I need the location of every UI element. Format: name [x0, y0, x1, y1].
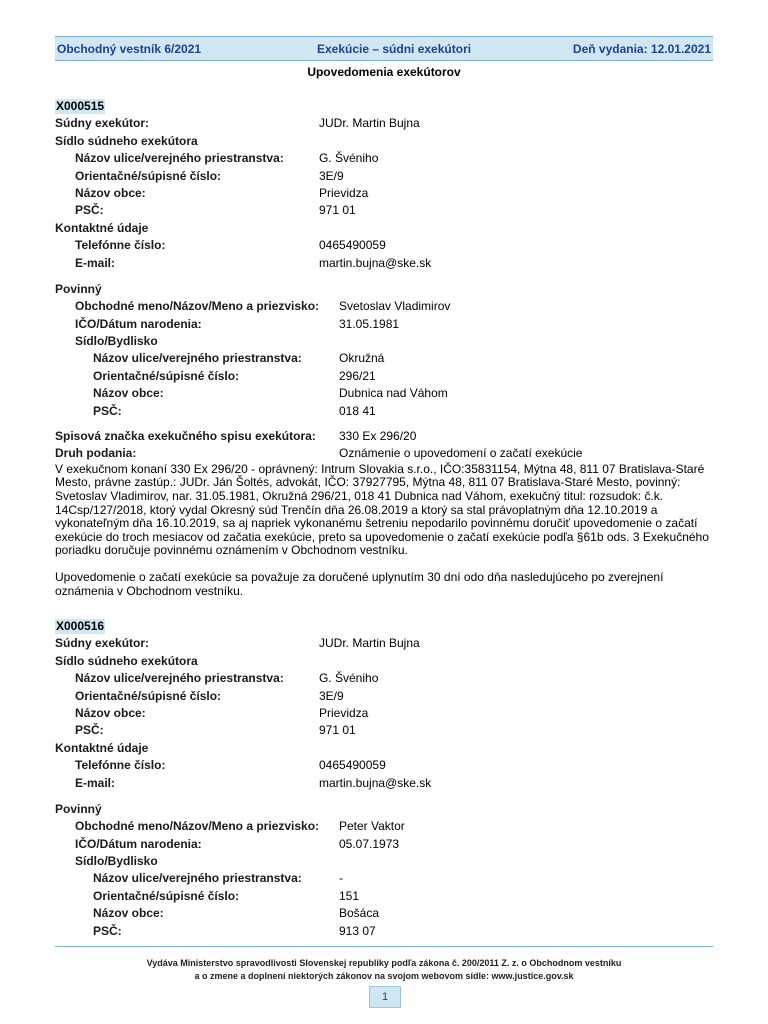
obligor-zip-value: 018 41 [339, 403, 376, 418]
street-value: G. Švéniho [319, 151, 379, 166]
notice-delivery-paragraph: Upovedomenie o začatí exekúcie sa považuje za doručené uplynutím 30 dní odo dňa nasledujúceho po zverejnení oznámenia v Obchodnom vestníku. [55, 569, 664, 598]
town-label: Názov obce: [75, 705, 146, 720]
town-value: Prievidza [319, 185, 369, 200]
type-label: Druh podania: [55, 446, 137, 461]
name-value: Peter Vaktor [339, 819, 405, 834]
obligor-label: Povinný [55, 801, 102, 816]
obligor-number-value: 151 [339, 888, 360, 903]
town-value: Prievidza [319, 705, 369, 720]
obligor-zip-label: PSČ: [93, 403, 122, 418]
obligor-number-value: 296/21 [339, 368, 376, 383]
notice-paragraph: V exekučnom konaní 330 Ex 296/20 - oprávnený: Intrum Slovakia s.r.o., IČO:35831154, Mýtna 48, 811 07 Bratislava-Staré Mesto, právne zastúp.: JUDr. Ján Šoltés, advokát, IČO: 37927795, Mýtna 48, 811 07 Bratislava-Staré Mesto, povinný: Svetoslav Vladimirov, nar. 31.05.1981, Okružná 296/21, 018 41 Dubnica nad Váhom, exekučný titul: rozsudok: č.k. 14Csp/127/2018, ktorý vydal Okresný súd Trenčín dňa 26.08.2019 a ktorý sa stal právoplatným dňa 12.10.2019 a vykonateľným dňa 16.10.2019, sa aj napriek vykonanému šetreniu nepodarilo povinnému doručiť upovedomenie o začatí exekúcie do troch mesiacov od začatia exekúcie, preto sa upovedomenie o začatí exekúcie podľa §61b ods. 3 Exekučného poriadku doručuje povinnému oznámením v Obchodnom vestníku. [55, 461, 709, 558]
obligor-town-label: Názov obce: [93, 386, 164, 401]
email-label: E-mail: [75, 255, 116, 270]
seat-label: Sídlo súdneho exekútora [55, 133, 198, 148]
phone-value: 0465490059 [319, 758, 386, 773]
zip-value: 971 01 [319, 203, 356, 218]
phone-label: Telefónne číslo: [75, 238, 166, 253]
header-date: Deň vydania: 12.01.2021 [572, 42, 711, 56]
executor-label: Súdny exekútor: [55, 636, 150, 651]
dob-value: 31.05.1981 [339, 316, 400, 331]
header-section: Exekúcie – súdni exekútori [317, 42, 472, 56]
name-label: Obchodné meno/Názov/Meno a priezvisko: [75, 299, 320, 314]
obligor-street-label: Názov ulice/verejného priestranstva: [93, 351, 302, 366]
name-value: Svetoslav Vladimirov [339, 299, 451, 314]
obligor-label: Povinný [55, 281, 102, 296]
page-number: 1 [369, 986, 401, 1008]
footer-line-1: Vydáva Ministerstvo spravodlivosti Slovenskej republiky podľa zákona č. 200/2011 Z. z. o Obchodnom vestníku [146, 958, 622, 968]
contact-label: Kontaktné údaje [55, 740, 149, 755]
executor-value: JUDr. Martin Bujna [319, 636, 420, 651]
header-journal: Obchodný vestník 6/2021 [57, 42, 202, 56]
obligor-number-label: Orientačné/súpisné číslo: [93, 368, 240, 383]
obligor-town-label: Názov obce: [93, 906, 164, 921]
street-value: G. Švéniho [319, 671, 379, 686]
footer-divider [55, 946, 713, 947]
obligor-street-value: - [339, 871, 343, 886]
case-label: Spisová značka exekučného spisu exekútora: [55, 429, 316, 444]
zip-label: PSČ: [75, 723, 104, 738]
entry-id[interactable]: X000515 [56, 99, 105, 113]
entry-X000515 [55, 98, 715, 598]
phone-label: Telefónne číslo: [75, 758, 166, 773]
town-label: Názov obce: [75, 185, 146, 200]
zip-value: 971 01 [319, 723, 356, 738]
executor-label: Súdny exekútor: [55, 116, 150, 131]
email-value[interactable]: martin.bujna@ske.sk [319, 775, 432, 790]
obligor-zip-value: 913 07 [339, 923, 376, 938]
footer-line-2: a o zmene a doplnení niektorých zákonov na svojom webovom sídle: www.justice.gov.sk [194, 971, 574, 981]
case-value: 330 Ex 296/20 [339, 429, 417, 444]
dob-label: IČO/Dátum narodenia: [75, 836, 202, 851]
obligor-town-value: Dubnica nad Váhom [339, 386, 448, 401]
obligor-number-label: Orientačné/súpisné číslo: [93, 888, 240, 903]
dob-label: IČO/Dátum narodenia: [75, 316, 202, 331]
number-label: Orientačné/súpisné číslo: [75, 168, 222, 183]
zip-label: PSČ: [75, 203, 104, 218]
name-label: Obchodné meno/Názov/Meno a priezvisko: [75, 819, 320, 834]
email-value[interactable]: martin.bujna@ske.sk [319, 255, 432, 270]
contact-label: Kontaktné údaje [55, 220, 149, 235]
entry-X000516 [55, 618, 715, 940]
email-label: E-mail: [75, 775, 116, 790]
seat-label: Sídlo súdneho exekútora [55, 653, 198, 668]
number-value: 3E/9 [319, 168, 344, 183]
street-label: Názov ulice/verejného priestranstva: [75, 671, 284, 686]
street-label: Názov ulice/verejného priestranstva: [75, 151, 284, 166]
number-value: 3E/9 [319, 688, 344, 703]
residence-label: Sídlo/Bydlisko [75, 334, 158, 349]
page-subtitle: Upovedomenia exekútorov [307, 65, 461, 79]
obligor-town-value: Bošáca [339, 906, 380, 921]
obligor-zip-label: PSČ: [93, 923, 122, 938]
obligor-street-label: Názov ulice/verejného priestranstva: [93, 871, 302, 886]
entry-id[interactable]: X000516 [56, 619, 105, 633]
number-label: Orientačné/súpisné číslo: [75, 688, 222, 703]
phone-value: 0465490059 [319, 238, 386, 253]
type-value: Oznámenie o upovedomení o začatí exekúcie [339, 446, 583, 461]
page-header [55, 36, 713, 61]
footer [0, 957, 768, 983]
residence-label: Sídlo/Bydlisko [75, 854, 158, 869]
dob-value: 05.07.1973 [339, 836, 400, 851]
obligor-street-value: Okružná [339, 351, 385, 366]
executor-value: JUDr. Martin Bujna [319, 116, 420, 131]
